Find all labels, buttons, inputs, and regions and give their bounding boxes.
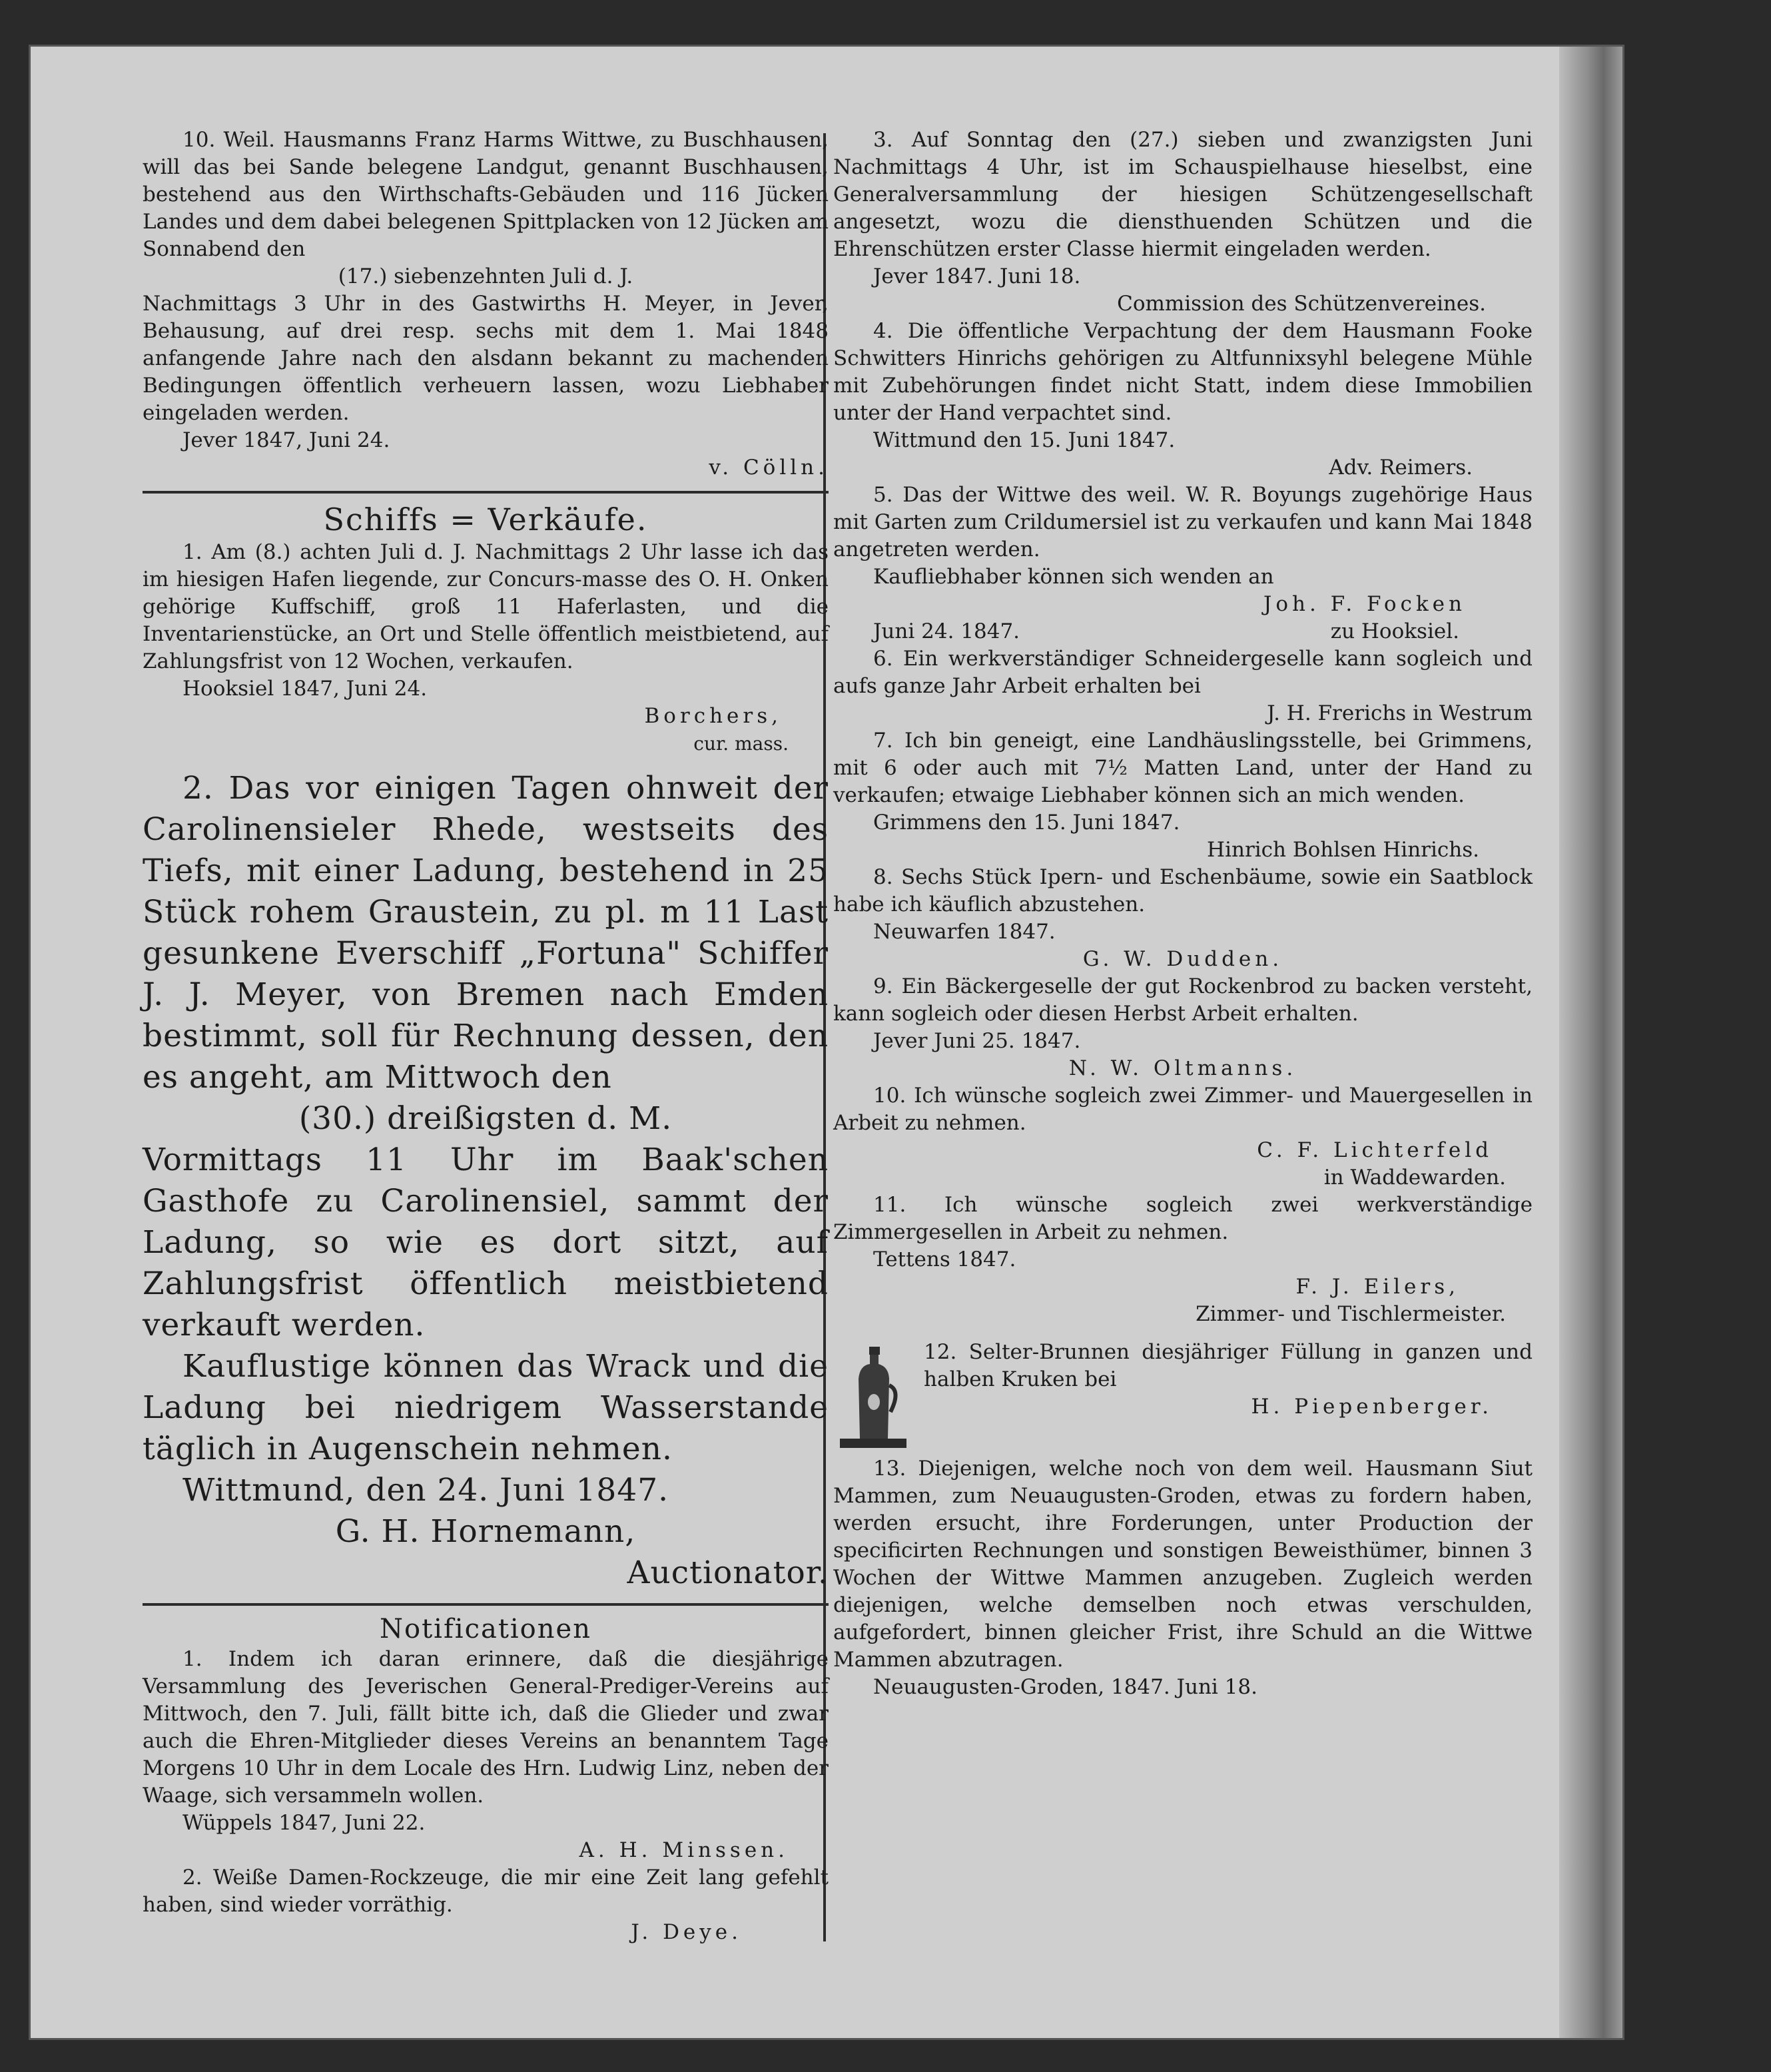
signature: N. W. Oltmanns. <box>1068 1056 1297 1080</box>
notice-text: Kaufliebhaber können sich wenden an <box>873 565 1274 589</box>
notice-date-line: (30.) dreißigsten d. M. <box>298 1100 673 1137</box>
notice-text: 2. Weiße Damen-Rockzeuge, die mir eine Zeit lang gefehlt haben, sind wieder vorräthig. <box>143 1866 829 1917</box>
notice-10-buschhausen <box>143 127 829 482</box>
place-date: Grimmens den 15. Juni 1847. <box>873 811 1180 835</box>
place-date: Wittmund den 15. Juni 1847. <box>873 428 1176 452</box>
signature: C. F. Lichterfeld <box>1257 1138 1493 1162</box>
place-date: Juni 24. 1847. <box>873 619 1020 643</box>
notice-schiffs-2 <box>143 768 829 1594</box>
signature: G. H. Hornemann, <box>335 1513 636 1550</box>
place-date: Jever 1847. Juni 18. <box>873 264 1081 288</box>
section-rule <box>143 1603 829 1606</box>
place-date: Wüppels 1847, Juni 22. <box>182 1811 426 1835</box>
newspaper-page <box>31 47 1622 2038</box>
notice-text: 10. Weil. Hausmanns Franz Harms Wittwe, zu Buschhausen, will das bei Sande belegene Landgut, genannt Buschhausen, bestehend aus den Wirthschafts-Gebäuden und 116 Jücken Landes und dem dabei belegenen Spittplacken von 12 Jücken am Sonnabend den <box>143 128 829 261</box>
notice-notif-2 <box>143 1864 829 1946</box>
mineral-water-jug-icon <box>833 1339 913 1455</box>
section-heading-notificationen: Notificationen <box>380 1614 591 1644</box>
notice-text: Kauflustige können das Wrack und die Ladung bei niedrigem Wasserstande täglich in Augenschein nehmen. <box>143 1348 829 1467</box>
notice-6 <box>833 645 1533 727</box>
place-date: Wittmund, den 24. Juni 1847. <box>182 1472 669 1509</box>
right-column <box>833 127 1533 1701</box>
notice-4 <box>833 318 1533 482</box>
signature: Commission des Schützenvereines. <box>1117 292 1486 316</box>
signature-title: cur. mass. <box>693 733 789 755</box>
left-column <box>143 127 829 1946</box>
notice-date-line: (17.) siebenzehnten Juli d. J. <box>338 264 633 288</box>
signature: v. Cölln. <box>709 456 829 480</box>
notice-text: 9. Ein Bäckergeselle der gut Rockenbrod zu backen versteht, kann sogleich oder diesen Herbst Arbeit erhalten. <box>833 974 1533 1026</box>
notice-text: 3. Auf Sonntag den (27.) sieben und zwanzigsten Juni Nachmittags 4 Uhr, ist im Schauspielhause hieselbst, eine Generalversammlung der hiesigen Schützengesellschaft angesetzt, wozu die diensthuenden Schützen und die Ehrenschützen erster Classe hiermit eingeladen werden. <box>833 128 1533 261</box>
notice-schiffs-1 <box>143 539 829 757</box>
signature: Borchers, <box>644 704 782 728</box>
signature: Hinrich Bohlsen Hinrichs. <box>1207 838 1479 862</box>
book-spine <box>1559 47 1622 2038</box>
place-date: Tettens 1847. <box>873 1247 1016 1271</box>
notice-text: 11. Ich wünsche sogleich zwei werkverständige Zimmergesellen in Arbeit zu nehmen. <box>833 1193 1533 1244</box>
notice-9 <box>833 973 1533 1082</box>
notice-8 <box>833 864 1533 973</box>
place-date: Neuaugusten-Groden, 1847. Juni 18. <box>873 1675 1257 1699</box>
notice-text: 1. Am (8.) achten Juli d. J. Nachmittags 2 Uhr lasse ich das im hiesigen Hafen liegende, zur Concurs-masse des O. H. Onken gehörige Kuffschiff, groß 11 Haferlasten, und die Inventarienstücke, an Ort und Stelle öffentlich meistbietend, auf Zahlungsfrist von 12 Wochen, verkaufen. <box>143 540 829 673</box>
notice-text: 2. Das vor einigen Tagen ohnweit der Carolinensieler Rhede, westseits des Tiefs, mit einer Ladung, bestehend in 25 Stück rohem Graustein, zu pl. m 11 Last gesunkene Everschiff „Fortuna" Schiffer J. J. Meyer, von Bremen nach Emden bestimmt, soll für Rechnung dessen, den es angeht, am Mittwoch den <box>143 770 829 1096</box>
notice-11 <box>833 1192 1533 1328</box>
notice-7 <box>833 727 1533 864</box>
notice-text: 4. Die öffentliche Verpachtung der dem Hausmann Fooke Schwitters Hinrichs gehörigen zu Altfunnixsyhl belegene Mühle mit Zubehörungen findet nicht Statt, indem diese Immobilien unter der Hand verpachtet sind. <box>833 319 1533 425</box>
signature: J. H. Frerichs in Westrum <box>1267 701 1533 725</box>
notice-12 <box>833 1339 1533 1455</box>
notice-3 <box>833 127 1533 318</box>
place-date: Neuwarfen 1847. <box>873 920 1056 944</box>
signature: F. J. Eilers, <box>1295 1275 1459 1299</box>
notice-5 <box>833 482 1533 645</box>
signature: Adv. Reimers. <box>1329 456 1473 480</box>
signature-title: Zimmer- und Tischlermeister. <box>1196 1302 1506 1326</box>
notice-text: 12. Selter-Brunnen diesjähriger Füllung in ganzen und halben Kruken bei <box>924 1340 1533 1391</box>
notice-text: 8. Sechs Stück Ipern- und Eschenbäume, sowie ein Saatblock habe ich käuflich abzustehen. <box>833 865 1533 916</box>
section-heading-schiffs-verkaeufe: Schiffs = Verkäufe. <box>323 502 648 537</box>
place-date: Jever 1847, Juni 24. <box>182 428 390 452</box>
notice-notif-1 <box>143 1646 829 1864</box>
section-rule <box>143 491 829 494</box>
notice-text: 6. Ein werkverständiger Schneidergeselle kann sogleich und aufs ganze Jahr Arbeit erhalten bei <box>833 647 1533 698</box>
notice-text: Vormittags 11 Uhr im Baak'schen Gasthofe zu Carolinensiel, sammt der Ladung, so wie es dort sitzt, auf Zahlungsfrist öffentlich meistbietend verkauft werden. <box>143 1142 829 1343</box>
signature: H. Piepenberger. <box>1251 1395 1493 1419</box>
signature: A. H. Minssen. <box>579 1838 789 1862</box>
notice-text: 1. Indem ich daran erinnere, daß die diesjährige Versammlung des Jeverischen General-Prediger-Vereins auf Mittwoch, den 7. Juli, fällt bitte ich, daß die Glieder und zwar auch die Ehren-Mitglieder dieses Vereins an benanntem Tage Morgens 10 Uhr in dem Locale des Hrn. Ludwig Linz, neben der Waage, sich versammeln wollen. <box>143 1647 829 1808</box>
signature-place: zu Hooksiel. <box>1330 619 1459 643</box>
signature-place: in Waddewarden. <box>1323 1166 1506 1190</box>
signature-title: Auctionator. <box>627 1554 829 1591</box>
notice-13 <box>833 1455 1533 1701</box>
signature: Joh. F. Focken <box>1263 592 1466 616</box>
notice-10 <box>833 1082 1533 1192</box>
notice-text: 10. Ich wünsche sogleich zwei Zimmer- und Mauergesellen in Arbeit zu nehmen. <box>833 1084 1533 1135</box>
notice-text: Nachmittags 3 Uhr in des Gastwirths H. Meyer, in Jever, Behausung, auf drei resp. sechs mit dem 1. Mai 1848 anfangende Jahre nach den alsdann bekannt zu machenden Bedingungen öffentlich verheuern lassen, wozu Liebhaber eingeladen werden. <box>143 292 829 425</box>
signature: G. W. Dudden. <box>1082 947 1283 971</box>
notice-text: 13. Diejenigen, welche noch von dem weil. Hausmann Siut Mammen, zum Neuaugusten-Groden, etwas zu fordern haben, werden ersucht, ihre Forderungen, unter Production der specificirten Rechnungen und sonstigen Beweisthümer, binnen 3 Wochen der Wittwe Mammen anzugeben. Zugleich werden diejenigen, welche demselben noch etwas verschulden, aufgefordert, binnen gleicher Frist, ihre Schuld an die Wittwe Mammen abzutragen. <box>833 1457 1533 1672</box>
place-date: Hooksiel 1847, Juni 24. <box>182 677 428 701</box>
place-date: Jever Juni 25. 1847. <box>873 1029 1081 1053</box>
notice-text: 7. Ich bin geneigt, eine Landhäuslingsstelle, bei Grimmens, mit 6 oder auch mit 7½ Matten Land, unter der Hand zu verkaufen; etwaige Liebhaber können sich an mich wenden. <box>833 729 1533 807</box>
notice-text: 5. Das der Wittwe des weil. W. R. Boyungs zugehörige Haus mit Garten zum Crildumersiel ist zu verkaufen und kann Mai 1848 angetreten werden. <box>833 483 1533 561</box>
signature: J. Deye. <box>631 1920 742 1944</box>
